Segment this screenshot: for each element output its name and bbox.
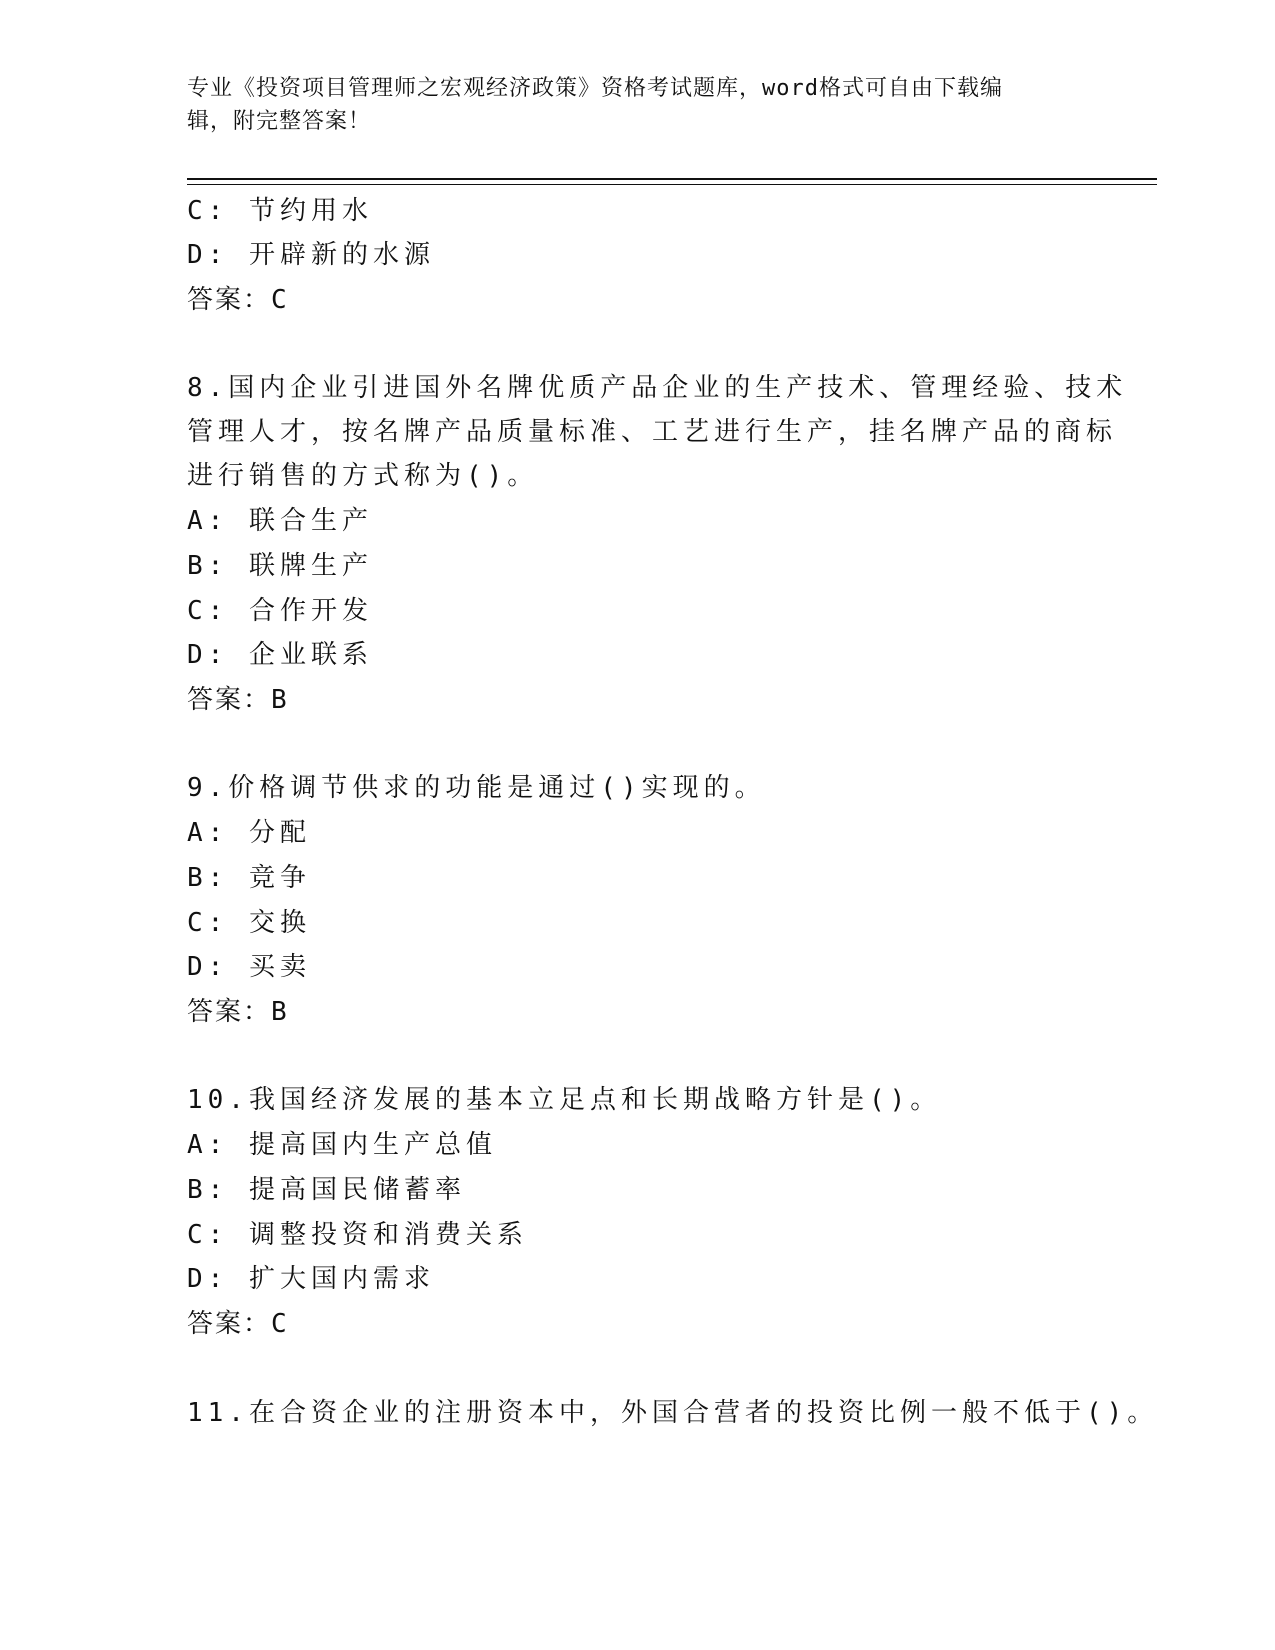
q10-option-a: A: 提高国内生产总值	[187, 1130, 497, 1160]
q10-option-c: C: 调整投资和消费关系	[187, 1220, 528, 1250]
q9-option-b: B: 竞争	[187, 863, 311, 893]
q8-stem-line-2: 管理人才，按名牌产品质量标准、工艺进行生产，挂名牌产品的商标	[187, 417, 1118, 447]
q8-option-d: D: 企业联系	[187, 640, 373, 670]
q10-option-d: D: 扩大国内需求	[187, 1264, 435, 1294]
q8-option-a: A: 联合生产	[187, 506, 373, 536]
q10-option-b: B: 提高国民储蓄率	[187, 1175, 466, 1205]
header-divider-thin	[187, 184, 1157, 185]
q7-option-d: D: 开辟新的水源	[187, 240, 435, 270]
q9-answer: 答案：B	[187, 997, 289, 1027]
q9-option-c: C: 交换	[187, 908, 311, 938]
q10-stem: 10.我国经济发展的基本立足点和长期战略方针是()。	[187, 1085, 942, 1115]
q11-stem: 11.在合资企业的注册资本中，外国合营者的投资比例一般不低于()。	[187, 1398, 1159, 1428]
q8-answer: 答案：B	[187, 685, 289, 715]
header-line-1: 专业《投资项目管理师之宏观经济政策》资格考试题库，word格式可自由下载编	[187, 76, 1003, 101]
q7-option-c: C: 节约用水	[187, 196, 373, 226]
q9-option-a: A: 分配	[187, 818, 311, 848]
q8-option-b: B: 联牌生产	[187, 551, 373, 581]
header-line-2: 辑，附完整答案！	[187, 109, 372, 134]
q8-stem-line-1: 8.国内企业引进国外名牌优质产品企业的生产技术、管理经验、技术	[187, 373, 1128, 403]
q8-stem-line-3: 进行销售的方式称为()。	[187, 461, 539, 491]
document-header	[187, 72, 1067, 138]
q9-stem: 9.价格调节供求的功能是通过()实现的。	[187, 773, 766, 803]
q10-answer: 答案：C	[187, 1309, 289, 1339]
q7-answer: 答案：C	[187, 285, 289, 315]
header-divider-thick	[187, 178, 1157, 180]
q9-option-d: D: 买卖	[187, 952, 311, 982]
q8-option-c: C: 合作开发	[187, 596, 373, 626]
